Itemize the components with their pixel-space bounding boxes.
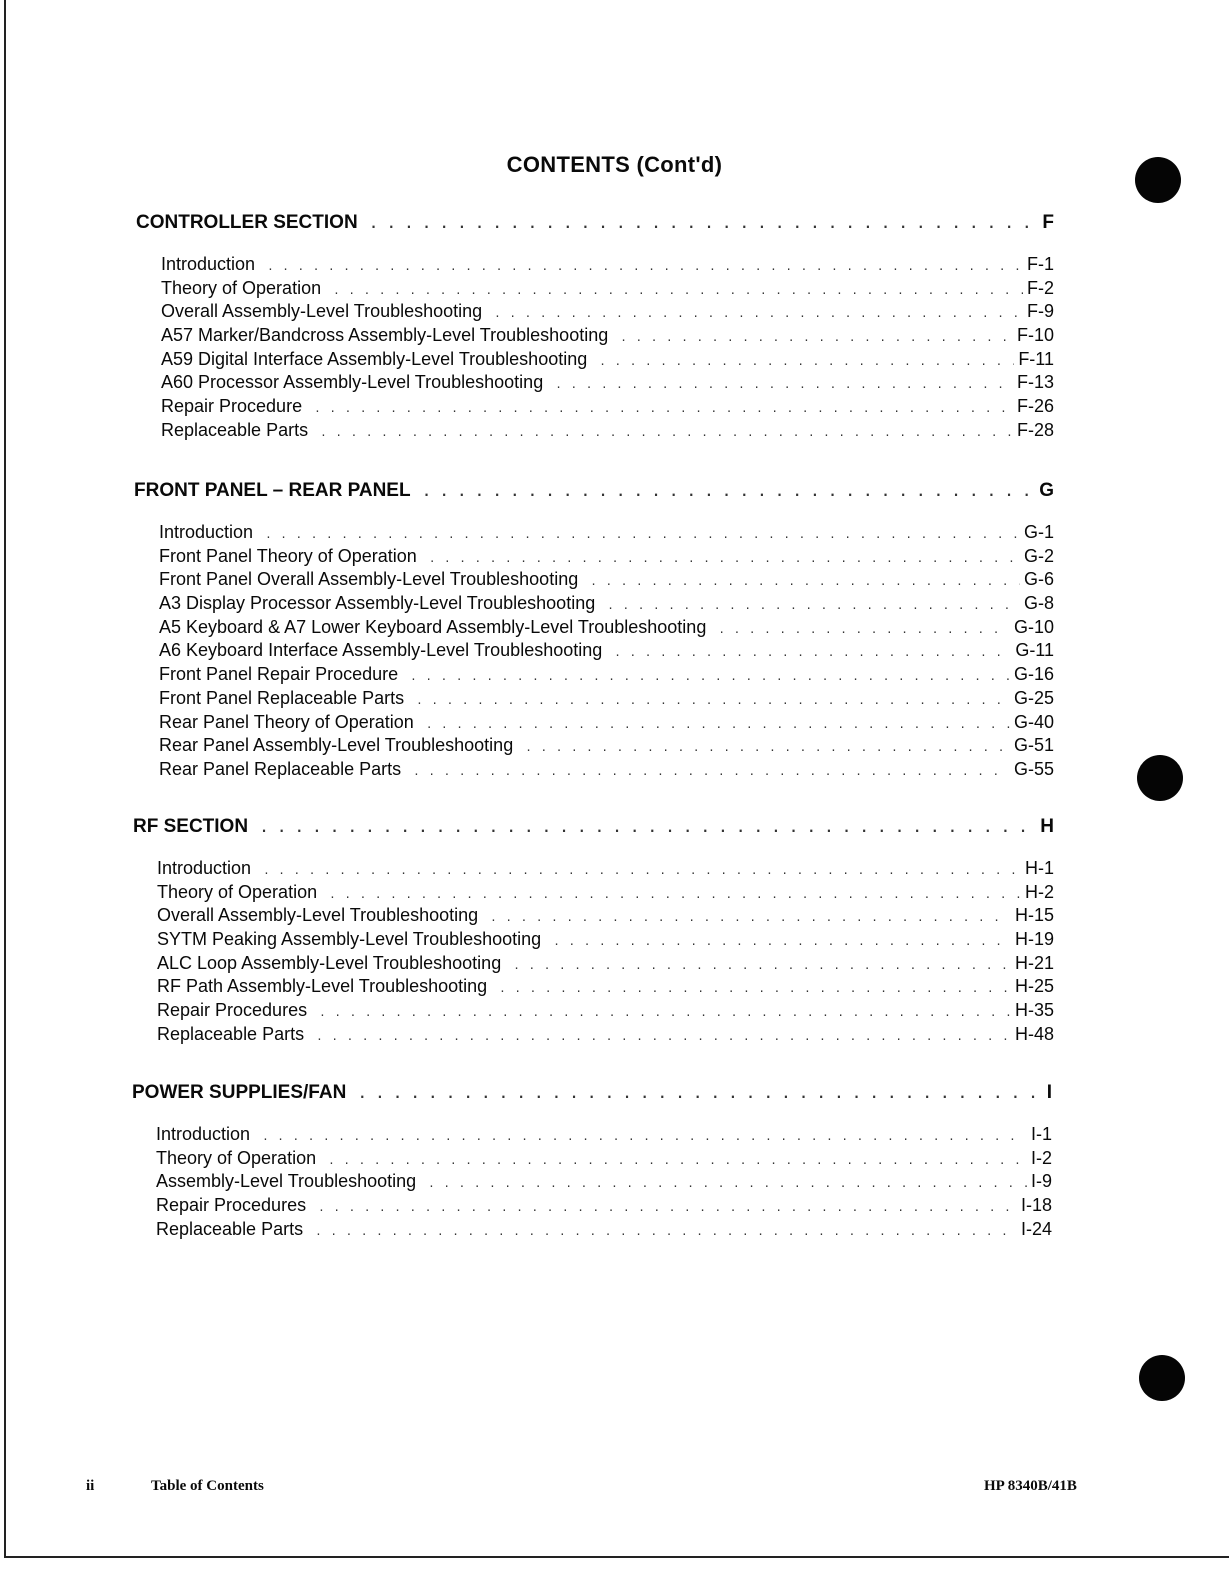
leader-dots <box>553 935 1011 948</box>
toc-entry[interactable] <box>159 640 1054 664</box>
entry-page: F-9 <box>1027 301 1054 322</box>
entry-page: G-11 <box>1015 640 1054 661</box>
toc-entry[interactable] <box>161 278 1054 302</box>
leader-dots <box>262 1130 1027 1143</box>
entry-page: F-26 <box>1016 396 1054 417</box>
entry-page: I-1 <box>1030 1124 1052 1144</box>
toc-section-power-supplies <box>132 1082 1052 1242</box>
toc-entry[interactable] <box>157 1024 1054 1048</box>
leader-dots <box>599 355 1014 368</box>
entry-label: SYTM Peaking Assembly-Level Troubleshooting <box>157 929 542 950</box>
entry-label: Introduction <box>156 1124 251 1144</box>
toc-entry[interactable] <box>157 953 1054 977</box>
leader-dots <box>267 260 1023 273</box>
entry-label: Theory of Operation <box>156 1147 317 1168</box>
entry-label: A57 Marker/Bandcross Assembly-Level Troubleshooting <box>161 325 609 346</box>
footer-section-title: Table of Contents <box>151 1478 264 1494</box>
leader-dots <box>513 959 1011 972</box>
leader-dots <box>416 694 1010 707</box>
leader-dots <box>318 1201 1017 1214</box>
toc-section-rf <box>133 816 1054 1048</box>
toc-entry[interactable] <box>161 301 1054 325</box>
toc-entry[interactable] <box>161 254 1054 278</box>
entry-label: Repair Procedures <box>156 1195 307 1216</box>
toc-entry[interactable] <box>156 1148 1052 1172</box>
leader-dots <box>319 1006 1011 1019</box>
toc-section-front-rear-panel <box>134 480 1054 783</box>
leader-dots <box>265 528 1020 541</box>
entry-label: Front Panel Theory of Operation <box>159 545 417 566</box>
section-page: H <box>1040 816 1054 837</box>
toc-entry[interactable] <box>157 929 1054 953</box>
leader-dots <box>614 646 1011 659</box>
leader-dots <box>555 378 1013 391</box>
entry-page: H-19 <box>1014 929 1054 950</box>
entry-page: I-9 <box>1030 1171 1052 1192</box>
leader-dots <box>428 1177 1027 1190</box>
toc-entry[interactable] <box>157 976 1054 1000</box>
toc-entry[interactable] <box>157 1000 1054 1024</box>
footer-page-number: ii <box>86 1478 95 1494</box>
toc-entry[interactable] <box>159 759 1054 783</box>
entry-page: G-1 <box>1023 522 1054 542</box>
entry-page: H-15 <box>1014 905 1054 926</box>
leader-dots <box>320 426 1013 439</box>
entry-page: G-8 <box>1023 593 1054 614</box>
toc-entry[interactable] <box>161 396 1054 420</box>
entry-page: G-55 <box>1013 758 1054 779</box>
leader-dots <box>329 888 1021 901</box>
entry-page: H-25 <box>1014 976 1054 997</box>
entry-page: H-21 <box>1014 952 1054 973</box>
leader-dots <box>314 402 1013 415</box>
toc-entry[interactable] <box>161 420 1054 444</box>
entry-page: F-28 <box>1016 419 1054 440</box>
leader-dots <box>590 575 1020 588</box>
section-page: I <box>1046 1082 1052 1103</box>
leader-dots <box>263 864 1021 877</box>
toc-entry[interactable] <box>156 1171 1052 1195</box>
toc-entry[interactable] <box>156 1195 1052 1219</box>
entry-page: F-13 <box>1016 372 1054 393</box>
entry-page: G-51 <box>1013 735 1054 756</box>
section-heading: FRONT PANEL – REAR PANEL <box>134 480 411 501</box>
leader-dots <box>333 284 1023 297</box>
entry-page: H-1 <box>1024 858 1054 878</box>
section-heading-row[interactable] <box>132 1082 1052 1106</box>
leader-dots <box>607 599 1020 612</box>
entry-label: Rear Panel Theory of Operation <box>159 711 414 732</box>
entry-label: Rear Panel Replaceable Parts <box>159 758 402 779</box>
section-heading: RF SECTION <box>133 816 249 837</box>
leader-dots <box>494 307 1023 320</box>
leader-dots <box>620 331 1013 344</box>
entry-page: F-1 <box>1027 254 1054 274</box>
toc-entry[interactable] <box>157 882 1054 906</box>
entry-label: Theory of Operation <box>157 881 318 902</box>
section-heading-row[interactable] <box>136 212 1054 236</box>
entry-label: A6 Keyboard Interface Assembly-Level Troubleshooting <box>159 640 603 661</box>
entry-label: Theory of Operation <box>161 277 322 298</box>
page-title: CONTENTS (Cont'd) <box>506 152 723 177</box>
leader-dots <box>316 1030 1011 1043</box>
leader-dots <box>426 718 1010 731</box>
entry-page: H-48 <box>1014 1023 1054 1044</box>
toc-section-controller <box>136 212 1054 444</box>
toc-entry[interactable] <box>159 688 1054 712</box>
section-heading-row[interactable] <box>134 480 1054 504</box>
entry-label: Repair Procedure <box>161 396 303 417</box>
entry-page: G-40 <box>1013 711 1054 732</box>
entry-label: A5 Keyboard & A7 Lower Keyboard Assembly-Level Troubleshooting <box>159 616 707 637</box>
toc-entry[interactable] <box>159 617 1054 641</box>
leader-dots <box>490 911 1011 924</box>
toc-entry[interactable] <box>157 858 1054 882</box>
section-entries <box>132 1124 1052 1242</box>
footer-model: HP 8340B/41B <box>984 1478 1077 1494</box>
page-border-bottom <box>4 1556 1229 1558</box>
leader-dots <box>525 741 1010 754</box>
entry-label: Introduction <box>157 858 252 878</box>
entry-page: I-24 <box>1020 1218 1052 1239</box>
binder-hole-middle <box>1137 755 1183 801</box>
entry-label: Front Panel Repair Procedure <box>159 664 399 685</box>
leader-dots <box>358 1087 1042 1102</box>
entry-label: Replaceable Parts <box>157 1023 305 1044</box>
entry-label: Introduction <box>159 522 254 542</box>
entry-page: H-35 <box>1014 1000 1054 1021</box>
toc-entry[interactable] <box>157 905 1054 929</box>
entry-label: Front Panel Replaceable Parts <box>159 687 405 708</box>
leader-dots <box>328 1154 1027 1167</box>
toc-entry[interactable] <box>159 664 1054 688</box>
entry-label: RF Path Assembly-Level Troubleshooting <box>157 976 488 997</box>
entry-label: Front Panel Overall Assembly-Level Troubleshooting <box>159 569 579 590</box>
entry-page: G-16 <box>1013 664 1054 685</box>
leader-dots <box>260 821 1036 836</box>
entry-label: Replaceable Parts <box>161 419 309 440</box>
toc-entry[interactable] <box>161 372 1054 396</box>
leader-dots <box>315 1225 1017 1238</box>
toc-entry[interactable] <box>159 712 1054 736</box>
entry-label: Overall Assembly-Level Troubleshooting <box>161 301 483 322</box>
binder-hole-bottom <box>1139 1355 1185 1401</box>
entry-label: Assembly-Level Troubleshooting <box>156 1171 417 1192</box>
entry-page: G-10 <box>1013 616 1054 637</box>
leader-dots <box>718 623 1010 636</box>
leader-dots <box>413 765 1010 778</box>
entry-label: Overall Assembly-Level Troubleshooting <box>157 905 479 926</box>
entry-page: H-2 <box>1024 881 1054 902</box>
entry-label: ALC Loop Assembly-Level Troubleshooting <box>157 952 502 973</box>
leader-dots <box>429 552 1020 565</box>
section-entries <box>136 254 1054 444</box>
entry-page: F-10 <box>1016 325 1054 346</box>
section-heading: POWER SUPPLIES/FAN <box>132 1082 347 1103</box>
entry-label: Repair Procedures <box>157 1000 308 1021</box>
toc-entry[interactable] <box>156 1124 1052 1148</box>
entry-label: A3 Display Processor Assembly-Level Troubleshooting <box>159 593 596 614</box>
toc-entry[interactable] <box>156 1219 1052 1243</box>
entry-page: G-6 <box>1023 569 1054 590</box>
entry-page: G-2 <box>1023 545 1054 566</box>
section-entries <box>133 858 1054 1048</box>
page-border-left <box>4 0 6 1558</box>
toc-entry[interactable] <box>159 569 1054 593</box>
entry-label: Replaceable Parts <box>156 1218 304 1239</box>
entry-label: Introduction <box>161 254 256 274</box>
section-entries <box>134 522 1054 783</box>
section-page: G <box>1039 480 1054 501</box>
leader-dots <box>499 982 1011 995</box>
toc-entry[interactable] <box>159 522 1054 546</box>
toc-entry[interactable] <box>161 349 1054 373</box>
section-page: F <box>1042 212 1054 233</box>
leader-dots <box>370 217 1039 232</box>
entry-page: I-18 <box>1020 1195 1052 1216</box>
toc-entry[interactable] <box>159 593 1054 617</box>
toc-entry[interactable] <box>159 546 1054 570</box>
entry-page: G-25 <box>1013 687 1054 708</box>
toc-entry[interactable] <box>161 325 1054 349</box>
leader-dots <box>423 485 1036 500</box>
entry-label: Rear Panel Assembly-Level Troubleshooting <box>159 735 514 756</box>
entry-label: A59 Digital Interface Assembly-Level Troubleshooting <box>161 348 588 369</box>
entry-page: F-2 <box>1027 277 1054 298</box>
section-heading-row[interactable] <box>133 816 1054 840</box>
entry-label: A60 Processor Assembly-Level Troubleshooting <box>161 372 544 393</box>
toc-entry[interactable] <box>159 735 1054 759</box>
entry-page: I-2 <box>1030 1147 1052 1168</box>
leader-dots <box>410 670 1010 683</box>
entry-page: F-11 <box>1018 348 1054 369</box>
section-heading: CONTROLLER SECTION <box>136 212 358 233</box>
